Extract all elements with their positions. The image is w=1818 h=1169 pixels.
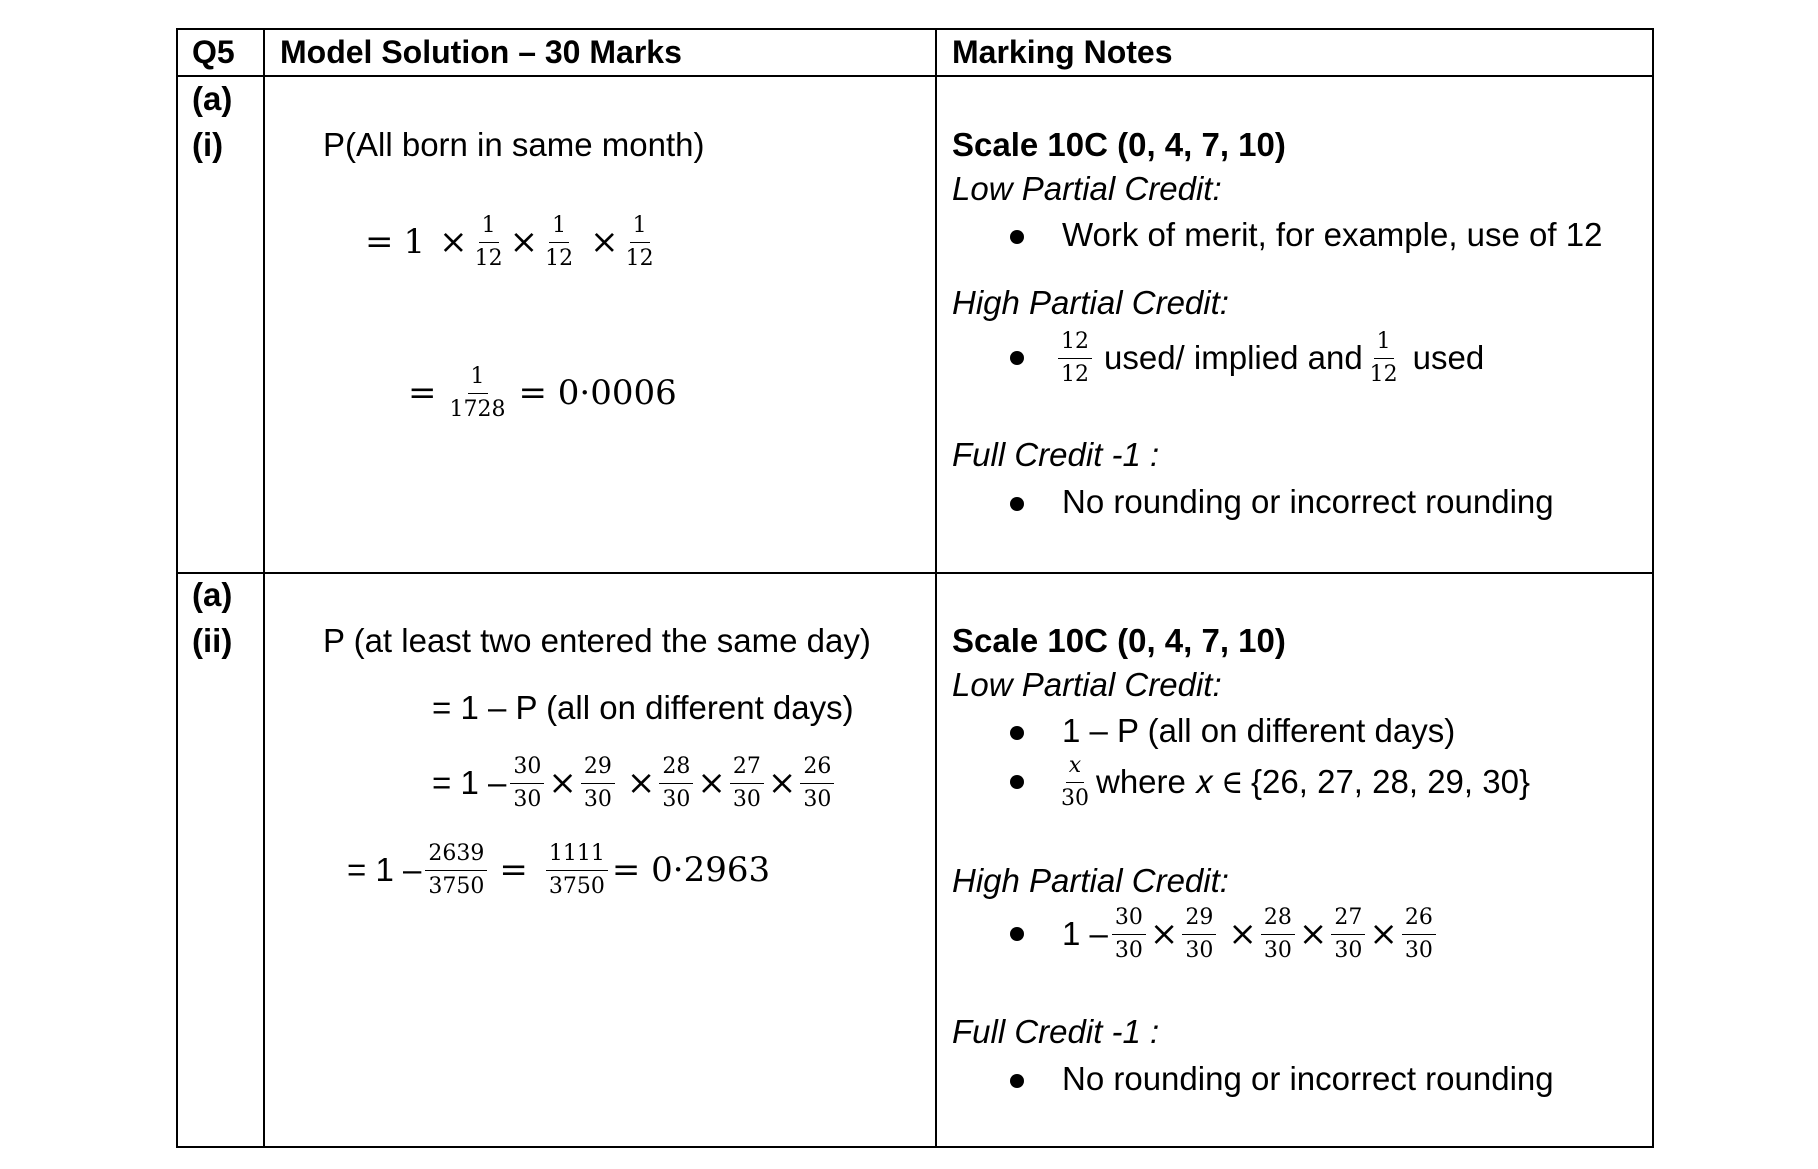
equals-sign: = [365, 222, 394, 262]
bullet [1010, 726, 1024, 740]
low-partial-credit-item [1054, 752, 1530, 812]
prefix: = 1 – [432, 764, 507, 801]
fraction: $\frac{28}{30}$ [659, 754, 693, 812]
low-partial-credit-title: Low Partial Credit: [952, 170, 1222, 207]
low-partial-credit-item: Work of merit, for example, use of 12 [1062, 216, 1603, 253]
part-label-a: (a) [192, 576, 233, 613]
equals-sign: = [499, 850, 528, 890]
marking-scheme-table [176, 28, 1654, 1148]
event-all-same-month: P(All born in same month) [323, 126, 705, 163]
full-credit-item: No rounding or incorrect rounding [1062, 483, 1554, 520]
solution-line-result [408, 363, 677, 423]
solution-line-product [432, 753, 838, 813]
bullet [1010, 775, 1024, 789]
fraction: $\frac{1}{12}$ [1369, 329, 1398, 387]
fraction: $\frac{26}{30}$ [1402, 905, 1436, 963]
fraction: $\frac{30}{30}$ [1112, 905, 1146, 963]
times-sign: × [1369, 914, 1398, 954]
times-sign: × [626, 763, 656, 803]
fraction: $\frac{26}{30}$ [800, 754, 834, 812]
header-divider [178, 75, 1652, 77]
times-sign: × [1228, 914, 1257, 954]
times-sign: × [767, 763, 797, 803]
high-partial-credit-item [1054, 328, 1484, 388]
low-partial-credit-item: 1 – P (all on different days) [1062, 712, 1456, 749]
note-text: used/ implied and [1104, 339, 1363, 376]
solution-line-result [347, 840, 770, 900]
part-label-i: (i) [192, 126, 224, 163]
number: 1 [403, 222, 426, 262]
solution-line-product [365, 212, 661, 272]
high-partial-credit-title: High Partial Credit: [952, 284, 1229, 321]
header-question: Q5 [192, 34, 235, 70]
fraction: $\frac{1}{12}$ [474, 213, 503, 271]
full-credit-title: Full Credit -1 : [952, 436, 1160, 473]
equals-sign: = [408, 373, 437, 413]
fraction: $\frac{12}{12}$ [1058, 329, 1092, 387]
part-label-ii: (ii) [192, 622, 233, 659]
fraction: $\frac{\text{𝑥}}{30}$ [1061, 753, 1089, 811]
times-sign: × [590, 222, 619, 262]
full-credit-item: No rounding or incorrect rounding [1062, 1060, 1554, 1097]
row-divider [178, 572, 1652, 574]
fraction: $\frac{29}{30}$ [1182, 905, 1216, 963]
prefix: = 1 – [347, 851, 422, 888]
header-marking-notes: Marking Notes [952, 34, 1173, 70]
times-sign: × [1298, 914, 1328, 954]
bullet [1010, 1074, 1024, 1088]
low-partial-credit-title: Low Partial Credit: [952, 666, 1222, 703]
fraction: $\frac{27}{30}$ [730, 754, 764, 812]
fraction: $\frac{27}{30}$ [1331, 905, 1365, 963]
times-sign: × [439, 222, 468, 262]
column-divider [263, 30, 265, 1146]
fraction: $\frac{30}{30}$ [510, 754, 544, 812]
fraction: $\frac{29}{30}$ [581, 754, 615, 812]
fraction: $\frac{1111}{3750}$ [546, 841, 608, 899]
bullet [1010, 230, 1024, 244]
fraction: $\frac{28}{30}$ [1261, 905, 1295, 963]
times-sign: × [548, 763, 577, 803]
high-partial-credit-item [1062, 904, 1440, 964]
column-divider [935, 30, 937, 1146]
bullet [1010, 497, 1024, 511]
times-sign: × [509, 222, 539, 262]
part-label-a: (a) [192, 80, 233, 117]
fraction: $\frac{2639}{3750}$ [425, 841, 487, 899]
scale-label: Scale 10C (0, 4, 7, 10) [952, 622, 1286, 659]
times-sign: × [1149, 914, 1179, 954]
fraction: $\frac{1}{12}$ [545, 213, 574, 271]
bullet [1010, 927, 1024, 941]
prefix: 1 – [1062, 915, 1108, 952]
fraction: $\frac{1}{1728}$ [449, 364, 506, 422]
solution-line-complement: = 1 – P (all on different days) [432, 689, 854, 726]
bullet [1010, 351, 1024, 365]
fraction: $\frac{1}{12}$ [625, 213, 654, 271]
times-sign: × [697, 763, 726, 803]
full-credit-title: Full Credit -1 : [952, 1013, 1160, 1050]
result-value: = 0·0006 [518, 373, 677, 413]
scale-label: Scale 10C (0, 4, 7, 10) [952, 126, 1286, 163]
note-text: used [1412, 339, 1485, 376]
result-value: = 0·2963 [611, 850, 771, 890]
header-model-solution: Model Solution – 30 Marks [280, 34, 682, 70]
high-partial-credit-title: High Partial Credit: [952, 862, 1229, 899]
event-two-same-day: P (at least two entered the same day) [323, 622, 871, 659]
note-text: where 𝑥 ∈ {26, 27, 28, 29, 30} [1096, 762, 1530, 800]
